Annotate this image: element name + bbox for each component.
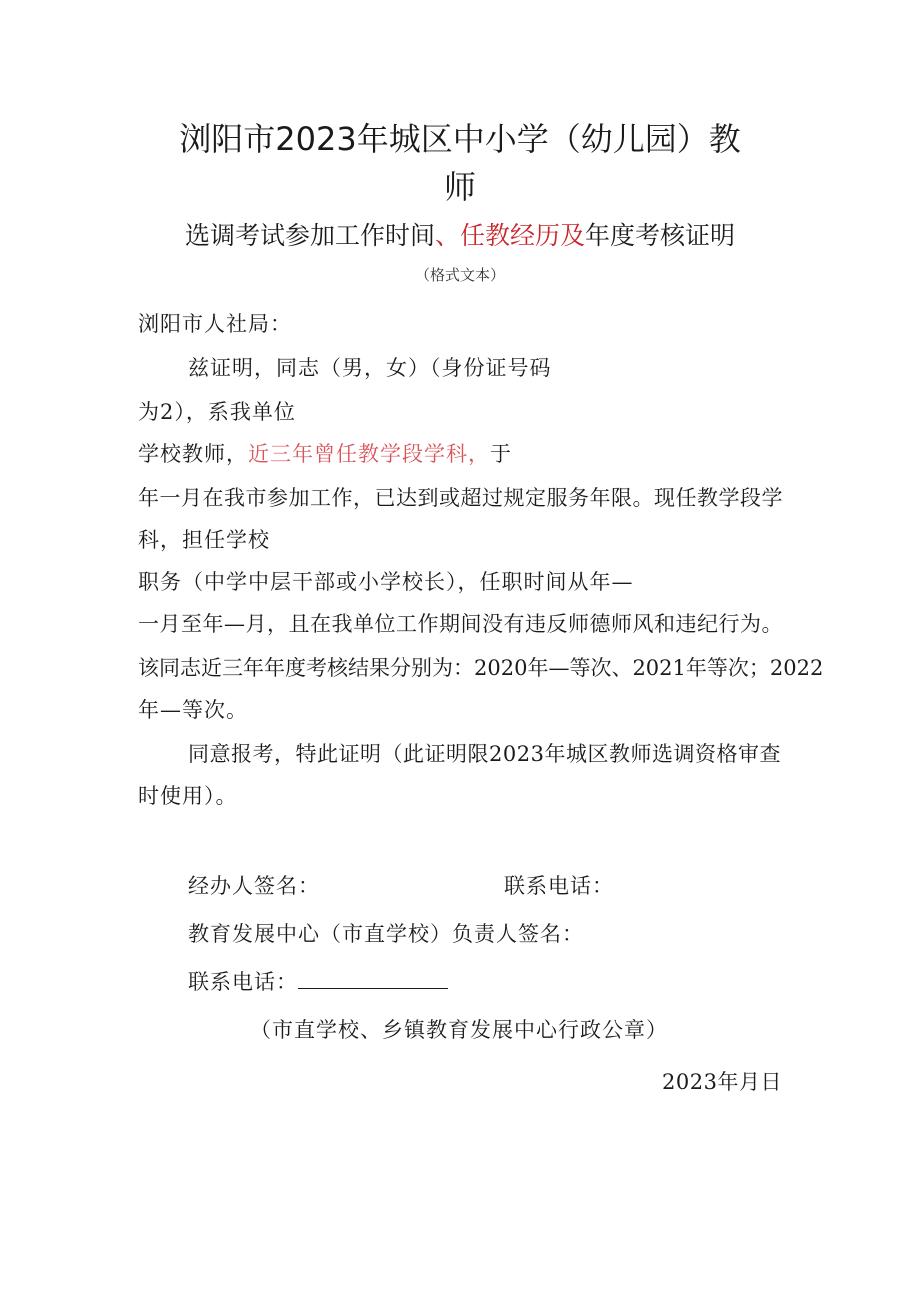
paragraph1-line4: 年一月在我市参加工作，已达到或超过规定服务年限。现任教学段学 [138, 486, 783, 510]
seal-note: （市直学校、乡镇教育发展中心行政公章） [250, 1018, 668, 1042]
paragraph2-line2: 时使用）。 [138, 784, 238, 808]
subtitle-part-b: 、任教经历及 [434, 221, 585, 250]
paragraph1-line3-c: 于 [490, 442, 512, 466]
subtitle-part-c: 年度考核证明 [585, 221, 736, 250]
paragraph1-line7: 一月至年—月，且在我单位工作期间没有违反师德师风和违纪行为。 [138, 612, 783, 636]
subtitle-part-a: 选调考试参加工作时间 [184, 221, 435, 250]
paragraph1-line3-a: 学校教师， [138, 442, 248, 466]
paragraph1-line5: 科，担任学校 [138, 528, 270, 552]
paragraph1-line9: 年—等次。 [138, 698, 248, 722]
paragraph2-line1: 同意报考，特此证明（此证明限2023年城区教师选调资格审查 [188, 742, 781, 766]
paragraph1-line8: 该同志近三年年度考核结果分别为：2020年—等次、2021年等次；2022 [138, 656, 824, 680]
paragraph1-line2: 为2），系我单位 [138, 400, 296, 424]
paragraph1-line1: 兹证明，同志（男，女）（身份证号码 [188, 356, 552, 380]
leader-phone-label: 联系电话： [188, 970, 298, 994]
phone-blank-line [298, 984, 448, 989]
paragraph1-line3 [138, 438, 512, 468]
leader-signature-label: 教育发展中心（市直学校）负责人签名： [188, 922, 584, 946]
paragraph1-line6: 职务（中学中层干部或小学校长），任职时间从年— [138, 570, 634, 594]
handler-signature-label: 经办人签名： [188, 874, 320, 898]
handler-phone-label: 联系电话： [504, 874, 614, 898]
document-title-line1: 浏阳市2023年城区中小学（幼儿园）教 [179, 120, 741, 158]
leader-phone-line [188, 966, 448, 996]
document-date: 2023年月日 [662, 1070, 782, 1094]
salutation: 浏阳市人社局： [138, 312, 292, 336]
document-subtitle [0, 216, 920, 252]
format-note: （格式文本） [414, 266, 505, 284]
document-title-line2: 师 [443, 168, 476, 206]
paragraph1-line3-red: 近三年曾任教学段学科， [248, 442, 490, 466]
